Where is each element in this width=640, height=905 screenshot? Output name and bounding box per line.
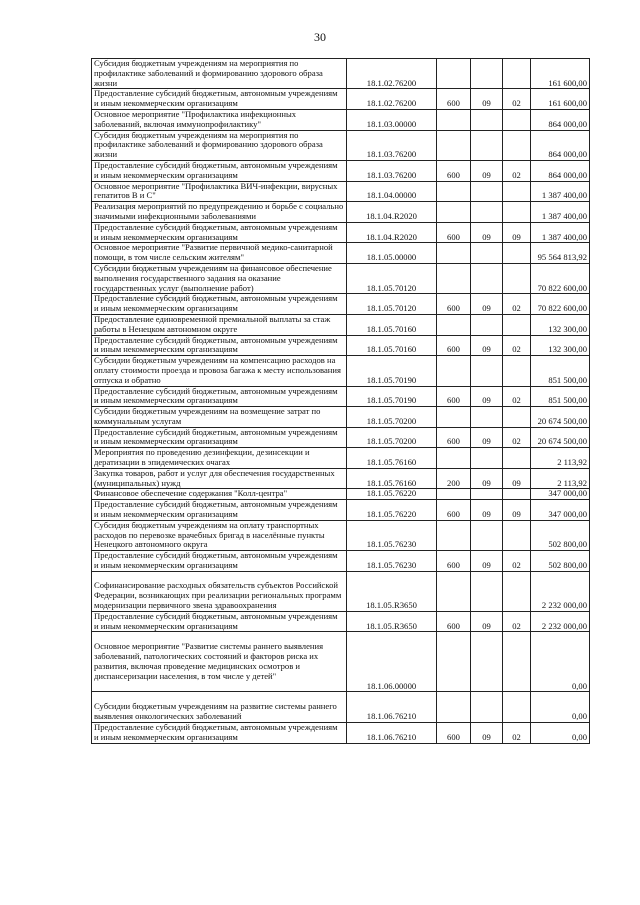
- row-amount: 502 800,00: [531, 551, 590, 572]
- row-subsection: 02: [503, 427, 531, 448]
- row-amount: 851 500,00: [531, 356, 590, 386]
- row-name: Предоставление субсидий бюджетным, автономным учреждениям и иным некоммерческим организациям: [92, 500, 347, 521]
- table-row: [92, 520, 590, 550]
- table-row: [92, 160, 590, 181]
- row-amount: 347 000,00: [531, 489, 590, 500]
- row-subsection: 02: [503, 335, 531, 356]
- row-section: [471, 448, 503, 469]
- row-code: 18.1.06.00000: [347, 632, 437, 692]
- row-code: 18.1.05.76230: [347, 551, 437, 572]
- budget-table-body: [92, 59, 590, 744]
- row-name: Мероприятия по проведению дезинфекции, дезинсекции и дератизации в эпидемических очагах: [92, 448, 347, 469]
- row-code: 18.1.05.76160: [347, 468, 437, 489]
- table-row: [92, 500, 590, 521]
- row-section: 09: [471, 611, 503, 632]
- table-row: [92, 611, 590, 632]
- budget-table: [91, 58, 590, 744]
- row-amount: 95 564 813,92: [531, 243, 590, 264]
- row-code: 18.1.02.76200: [347, 89, 437, 110]
- row-expense-type: [437, 407, 471, 428]
- row-amount: 70 822 600,00: [531, 294, 590, 315]
- row-subsection: [503, 489, 531, 500]
- row-section: [471, 520, 503, 550]
- row-expense-type: 200: [437, 468, 471, 489]
- row-subsection: [503, 130, 531, 160]
- row-name: Основное мероприятие "Развитие системы раннего выявления заболеваний, патологических состояний и факторов риска их развития, включая проведение медицинских осмотров и диспансеризации населения, в том числе у детей": [92, 632, 347, 692]
- row-amount: 132 300,00: [531, 335, 590, 356]
- row-amount: 502 800,00: [531, 520, 590, 550]
- row-expense-type: [437, 448, 471, 469]
- table-row: [92, 427, 590, 448]
- row-code: 18.1.05.R3650: [347, 571, 437, 611]
- row-expense-type: [437, 243, 471, 264]
- row-section: [471, 243, 503, 264]
- row-amount: 864 000,00: [531, 109, 590, 130]
- row-expense-type: 600: [437, 723, 471, 744]
- row-expense-type: 600: [437, 89, 471, 110]
- row-section: 09: [471, 294, 503, 315]
- table-row: [92, 448, 590, 469]
- row-section: 09: [471, 335, 503, 356]
- row-subsection: 02: [503, 551, 531, 572]
- row-section: 09: [471, 500, 503, 521]
- row-amount: 1 387 400,00: [531, 181, 590, 202]
- row-name: Основное мероприятие "Профилактика ВИЧ-инфекции, вирусных гепатитов В и С": [92, 181, 347, 202]
- row-section: [471, 489, 503, 500]
- row-section: 09: [471, 723, 503, 744]
- row-subsection: 02: [503, 611, 531, 632]
- row-expense-type: 600: [437, 427, 471, 448]
- row-subsection: 02: [503, 160, 531, 181]
- table-row: [92, 294, 590, 315]
- row-expense-type: [437, 314, 471, 335]
- row-expense-type: [437, 356, 471, 386]
- row-amount: 70 822 600,00: [531, 263, 590, 293]
- row-code: 18.1.06.76210: [347, 723, 437, 744]
- row-subsection: [503, 109, 531, 130]
- table-row: [92, 263, 590, 293]
- row-section: [471, 109, 503, 130]
- row-code: 18.1.05.76160: [347, 448, 437, 469]
- row-expense-type: [437, 520, 471, 550]
- row-amount: 2 232 000,00: [531, 571, 590, 611]
- row-amount: 2 232 000,00: [531, 611, 590, 632]
- row-name: Субсидии бюджетным учреждениям на развитие системы раннего выявления онкологических заболеваний: [92, 692, 347, 723]
- row-code: 18.1.03.76200: [347, 130, 437, 160]
- row-subsection: [503, 520, 531, 550]
- row-section: [471, 59, 503, 89]
- row-subsection: [503, 571, 531, 611]
- row-name: Предоставление субсидий бюджетным, автономным учреждениям и иным некоммерческим организациям: [92, 89, 347, 110]
- page-number: 30: [314, 30, 326, 44]
- row-code: 18.1.03.00000: [347, 109, 437, 130]
- table-row: [92, 356, 590, 386]
- table-row: [92, 109, 590, 130]
- row-code: 18.1.05.70190: [347, 356, 437, 386]
- row-expense-type: [437, 59, 471, 89]
- row-code: 18.1.05.70160: [347, 314, 437, 335]
- row-amount: 2 113,92: [531, 448, 590, 469]
- table-row: [92, 489, 590, 500]
- row-expense-type: [437, 632, 471, 692]
- row-amount: 864 000,00: [531, 130, 590, 160]
- table-row: [92, 202, 590, 223]
- row-name: Субсидия бюджетным учреждениям на мероприятия по профилактике заболеваний и формированию здорового образа жизни: [92, 59, 347, 89]
- row-name: Предоставление субсидий бюджетным, автономным учреждениям и иным некоммерческим организациям: [92, 160, 347, 181]
- row-name: Основное мероприятие "Профилактика инфекционных заболеваний, включая иммунопрофилактику": [92, 109, 347, 130]
- row-name: Предоставление субсидий бюджетным, автономным учреждениям и иным некоммерческим организациям: [92, 723, 347, 744]
- row-amount: 161 600,00: [531, 59, 590, 89]
- row-section: 09: [471, 551, 503, 572]
- row-section: 09: [471, 160, 503, 181]
- row-code: 18.1.05.70120: [347, 294, 437, 315]
- row-name: Софинансирование расходных обязательств субъектов Российской Федерации, возникающих при реализации региональных программ модернизации первичного звена здравоохранения: [92, 571, 347, 611]
- row-code: 18.1.05.76220: [347, 500, 437, 521]
- table-row: [92, 407, 590, 428]
- row-name: Субсидии бюджетным учреждениям на возмещение затрат по коммунальным услугам: [92, 407, 347, 428]
- table-row: [92, 551, 590, 572]
- row-amount: 1 387 400,00: [531, 202, 590, 223]
- row-expense-type: [437, 489, 471, 500]
- row-subsection: 02: [503, 723, 531, 744]
- row-amount: 20 674 500,00: [531, 407, 590, 428]
- row-expense-type: 600: [437, 335, 471, 356]
- row-code: 18.1.05.76220: [347, 489, 437, 500]
- row-amount: 347 000,00: [531, 500, 590, 521]
- row-subsection: [503, 263, 531, 293]
- row-subsection: 09: [503, 468, 531, 489]
- row-name: Закупка товаров, работ и услуг для обеспечения государственных (муниципальных) нужд: [92, 468, 347, 489]
- row-amount: 20 674 500,00: [531, 427, 590, 448]
- row-section: [471, 314, 503, 335]
- row-section: [471, 263, 503, 293]
- row-name: Основное мероприятие "Развитие первичной медико-санитарной помощи, в том числе сельским жителям": [92, 243, 347, 264]
- row-name: Финансовое обеспечение содержания "Колл-центра": [92, 489, 347, 500]
- row-subsection: 02: [503, 386, 531, 407]
- row-name: Предоставление субсидий бюджетным, автономным учреждениям и иным некоммерческим организациям: [92, 427, 347, 448]
- row-expense-type: [437, 571, 471, 611]
- table-row: [92, 468, 590, 489]
- row-subsection: [503, 243, 531, 264]
- row-section: [471, 571, 503, 611]
- row-subsection: [503, 181, 531, 202]
- row-section: 09: [471, 89, 503, 110]
- row-subsection: [503, 314, 531, 335]
- row-subsection: 02: [503, 89, 531, 110]
- row-name: Субсидия бюджетным учреждениям на оплату транспортных расходов по перевозке врачебных бригад в населённые пункты Ненецкого автономного округа: [92, 520, 347, 550]
- row-code: 18.1.05.R3650: [347, 611, 437, 632]
- row-subsection: [503, 407, 531, 428]
- row-expense-type: 600: [437, 500, 471, 521]
- row-code: 18.1.05.76230: [347, 520, 437, 550]
- row-name: Субсидия бюджетным учреждениям на мероприятия по профилактике заболеваний и формированию здорового образа жизни: [92, 130, 347, 160]
- row-expense-type: 600: [437, 386, 471, 407]
- row-code: 18.1.02.76200: [347, 59, 437, 89]
- row-code: 18.1.05.70160: [347, 335, 437, 356]
- row-amount: 864 000,00: [531, 160, 590, 181]
- table-row: [92, 571, 590, 611]
- table-row: [92, 386, 590, 407]
- row-name: Субсидии бюджетным учреждениям на финансовое обеспечение выполнения государственного задания на оказание государственных услуг (выполнение работ): [92, 263, 347, 293]
- table-row: [92, 130, 590, 160]
- row-code: 18.1.05.70190: [347, 386, 437, 407]
- row-expense-type: 600: [437, 222, 471, 243]
- row-name: Предоставление субсидий бюджетным, автономным учреждениям и иным некоммерческим организациям: [92, 335, 347, 356]
- row-expense-type: [437, 109, 471, 130]
- row-section: 09: [471, 468, 503, 489]
- table-row: [92, 89, 590, 110]
- row-expense-type: [437, 202, 471, 223]
- row-expense-type: [437, 692, 471, 723]
- row-subsection: [503, 202, 531, 223]
- row-subsection: 09: [503, 500, 531, 521]
- row-section: [471, 130, 503, 160]
- row-code: 18.1.05.70200: [347, 407, 437, 428]
- row-amount: 0,00: [531, 692, 590, 723]
- row-name: Предоставление субсидий бюджетным, автономным учреждениям и иным некоммерческим организациям: [92, 294, 347, 315]
- row-name: Предоставление субсидий бюджетным, автономным учреждениям и иным некоммерческим организациям: [92, 386, 347, 407]
- row-section: [471, 632, 503, 692]
- table-row: [92, 59, 590, 89]
- row-name: Предоставление субсидий бюджетным, автономным учреждениям и иным некоммерческим организациям: [92, 551, 347, 572]
- table-row: [92, 632, 590, 692]
- row-section: 09: [471, 386, 503, 407]
- row-amount: 161 600,00: [531, 89, 590, 110]
- row-code: 18.1.05.70200: [347, 427, 437, 448]
- row-expense-type: 600: [437, 611, 471, 632]
- row-code: 18.1.03.76200: [347, 160, 437, 181]
- row-name: Реализация мероприятий по предупреждению и борьбе с социально значимыми инфекционными заболеваниями: [92, 202, 347, 223]
- table-row: [92, 314, 590, 335]
- row-subsection: [503, 356, 531, 386]
- table-row: [92, 692, 590, 723]
- row-expense-type: [437, 130, 471, 160]
- row-expense-type: 600: [437, 551, 471, 572]
- row-code: 18.1.05.70120: [347, 263, 437, 293]
- row-section: [471, 407, 503, 428]
- row-subsection: [503, 692, 531, 723]
- row-amount: 0,00: [531, 632, 590, 692]
- row-name: Предоставление субсидий бюджетным, автономным учреждениям и иным некоммерческим организациям: [92, 611, 347, 632]
- row-name: Предоставление субсидий бюджетным, автономным учреждениям и иным некоммерческим организациям: [92, 222, 347, 243]
- row-code: 18.1.06.76210: [347, 692, 437, 723]
- row-code: 18.1.04.R2020: [347, 202, 437, 223]
- table-row: [92, 243, 590, 264]
- row-section: [471, 181, 503, 202]
- row-section: [471, 356, 503, 386]
- row-expense-type: [437, 263, 471, 293]
- row-section: 09: [471, 222, 503, 243]
- row-section: [471, 202, 503, 223]
- row-amount: 2 113,92: [531, 468, 590, 489]
- row-subsection: [503, 632, 531, 692]
- row-expense-type: [437, 181, 471, 202]
- row-section: [471, 692, 503, 723]
- row-amount: 132 300,00: [531, 314, 590, 335]
- row-amount: 1 387 400,00: [531, 222, 590, 243]
- table-row: [92, 181, 590, 202]
- row-expense-type: 600: [437, 160, 471, 181]
- row-amount: 0,00: [531, 723, 590, 744]
- table-row: [92, 723, 590, 744]
- table-row: [92, 335, 590, 356]
- row-subsection: [503, 59, 531, 89]
- row-section: 09: [471, 427, 503, 448]
- row-code: 18.1.04.00000: [347, 181, 437, 202]
- row-name: Субсидии бюджетным учреждениям на компенсацию расходов на оплату стоимости проезда и провоза багажа к месту использования отпуска и обратно: [92, 356, 347, 386]
- row-code: 18.1.04.R2020: [347, 222, 437, 243]
- row-subsection: [503, 448, 531, 469]
- row-code: 18.1.05.00000: [347, 243, 437, 264]
- row-subsection: 09: [503, 222, 531, 243]
- row-subsection: 02: [503, 294, 531, 315]
- row-expense-type: 600: [437, 294, 471, 315]
- table-row: [92, 222, 590, 243]
- row-name: Предоставление единовременной премиальной выплаты за стаж работы в Ненецком автономном округе: [92, 314, 347, 335]
- row-amount: 851 500,00: [531, 386, 590, 407]
